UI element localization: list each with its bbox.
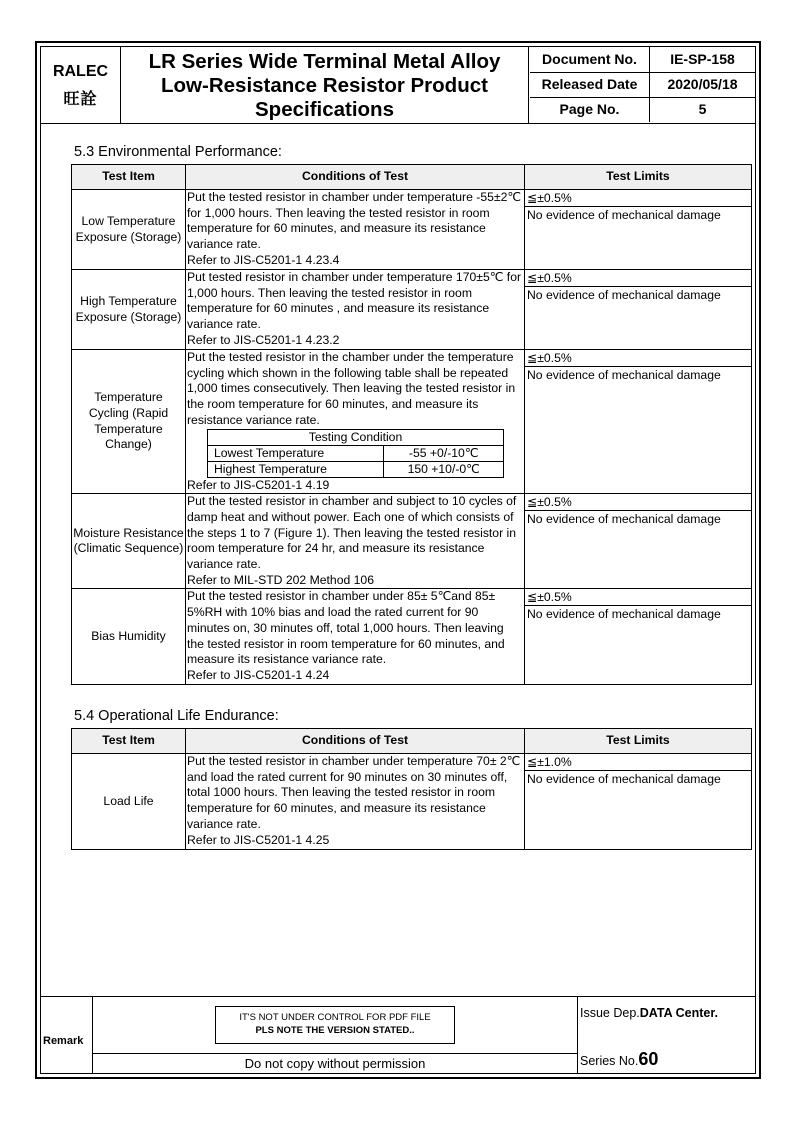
series-number	[580, 1049, 658, 1070]
test-conditions	[186, 350, 525, 494]
meta-value: 2020/05/18	[667, 76, 738, 92]
conditions-text: Put the tested resistor in chamber under 85± 5℃and 85± 5%RH with 10% bias and load the rated current for 90 minutes on, 30 minutes off, total 1,000 hours. Then leaving the tested resistor in room temperature for 60 minutes, and measure its resistance variance rate.	[187, 589, 505, 667]
test-conditions	[186, 494, 525, 589]
col-header: Test Limits	[525, 729, 752, 754]
company-logo	[41, 47, 121, 123]
page-frame	[35, 41, 761, 1079]
meta-row-document-no	[530, 47, 755, 73]
meta-value: 5	[698, 101, 707, 117]
table-row	[72, 270, 752, 350]
pdf-control-notice	[215, 1006, 455, 1044]
conditions-text: Put the tested resistor in chamber under temperature 70± 2℃ and load the rated current for 90 minutes on 30 minutes off, total 1000 hours. Then leaving the tested resistor in room temperature for 60 minutes, and measure its resistance variance rate.	[187, 754, 521, 831]
sub-label: Lowest Temperature	[208, 445, 384, 461]
issue-department	[580, 1006, 718, 1020]
test-item: Temperature Cycling (Rapid Temperature Change)	[72, 350, 186, 494]
sub-label: Highest Temperature	[208, 461, 384, 477]
limit-note: No evidence of mechanical damage	[527, 607, 721, 622]
limit-note: No evidence of mechanical damage	[527, 772, 721, 786]
remark-cell	[41, 997, 93, 1073]
col-header: Test Item	[72, 165, 186, 190]
test-limits	[525, 190, 752, 270]
operational-life-table	[71, 728, 752, 850]
test-conditions	[186, 190, 525, 270]
test-item: Bias Humidity	[72, 589, 186, 684]
limit-value: ≦±0.5%	[525, 589, 751, 606]
test-item: High Temperature Exposure (Storage)	[72, 270, 186, 350]
reference-text: Refer to MIL-STD 202 Method 106	[187, 572, 374, 587]
table-row	[72, 754, 752, 850]
section-title-operational-life: 5.4 Operational Life Endurance:	[74, 708, 279, 724]
reference-text: Refer to JIS-C5201-1 4.23.2	[187, 332, 340, 347]
col-header: Test Limits	[525, 165, 752, 190]
testing-condition-table	[207, 429, 504, 478]
test-limits	[525, 270, 752, 350]
meta-label: Document No.	[530, 47, 650, 72]
meta-label: Page No.	[530, 97, 650, 122]
reference-text: Refer to JIS-C5201-1 4.19	[187, 477, 330, 492]
test-limits	[525, 754, 752, 850]
meta-row-page-no	[530, 97, 755, 122]
col-header: Conditions of Test	[186, 729, 525, 754]
test-limits	[525, 589, 752, 684]
meta-value: IE-SP-158	[670, 51, 735, 67]
limit-value: ≦±0.5%	[525, 350, 751, 367]
page-inner	[40, 46, 756, 1074]
test-conditions	[186, 754, 525, 850]
series-label: Series No.	[580, 1054, 639, 1068]
limit-note: No evidence of mechanical damage	[527, 368, 721, 382]
meta-row-released-date	[530, 72, 755, 98]
meta-label: Released Date	[530, 72, 650, 97]
table-header-row	[72, 729, 752, 754]
col-header: Conditions of Test	[186, 165, 525, 190]
issue-value: DATA Center.	[639, 1006, 719, 1020]
reference-text: Refer to JIS-C5201-1 4.24	[187, 667, 330, 682]
limit-note: No evidence of mechanical damage	[527, 512, 721, 527]
series-value: 60	[638, 1049, 659, 1069]
title-line: Low-Resistance Resistor Product	[161, 74, 488, 97]
document-header	[41, 47, 755, 124]
remark-label: Remark	[43, 1035, 84, 1047]
sub-value: -55 +0/-10℃	[384, 445, 504, 461]
table-row	[72, 494, 752, 589]
document-meta	[530, 47, 755, 123]
table-header-row	[72, 165, 752, 190]
test-conditions	[186, 589, 525, 684]
limit-note: No evidence of mechanical damage	[527, 288, 721, 302]
environmental-table	[71, 164, 752, 685]
limit-value: ≦±0.5%	[525, 270, 751, 287]
document-footer	[41, 996, 755, 1073]
limit-value: ≦±1.0%	[525, 754, 751, 771]
table-row	[72, 589, 752, 684]
notice-line: IT'S NOT UNDER CONTROL FOR PDF FILE	[239, 1012, 431, 1023]
copy-notice: Do not copy without permission	[93, 1053, 577, 1073]
title-line: LR Series Wide Terminal Metal Alloy	[148, 50, 501, 73]
table-row	[72, 190, 752, 270]
limit-value: ≦±0.5%	[525, 494, 751, 511]
test-item: Moisture Resistance (Climatic Sequence)	[72, 494, 186, 589]
sub-value: 150 +10/-0℃	[384, 461, 504, 477]
conditions-text: Put the tested resistor in the chamber under the temperature cycling which shown in the following table shall be repeated 1,000 times consecutively. Then leaving the tested resistor in the room temperature for 60 minutes, and measure its resistance variance rate.	[187, 350, 516, 427]
conditions-text: Put the tested resistor in chamber under temperature -55±2℃ for 1,000 hours. Then leaving the tested resistor in room temperature for 60 minutes, and measure its resistance variance rate.	[187, 190, 522, 252]
document-title	[121, 47, 529, 123]
test-item: Low Temperature Exposure (Storage)	[72, 190, 186, 270]
test-limits	[525, 350, 752, 494]
conditions-text: Put the tested resistor in chamber and subject to 10 cycles of damp heat and without power. Each one of which consists of the steps 1 to 7 (Figure 1). Then leaving the tested resistor in room temperature for 24 hr, and measure its resistance variance rate.	[187, 494, 517, 572]
conditions-text: Put tested resistor in chamber under temperature 170±5℃ for 1,000 hours. Then leaving the tested resistor in room temperature for 60 minutes , and measure its resistance variance rate.	[187, 270, 522, 332]
limit-note: No evidence of mechanical damage	[527, 208, 721, 222]
table-row	[72, 350, 752, 494]
footer-middle	[93, 997, 578, 1073]
limit-value: ≦±0.5%	[525, 190, 751, 207]
footer-right	[578, 997, 755, 1073]
company-name-zh: 旺詮	[63, 91, 98, 108]
col-header: Test Item	[72, 729, 186, 754]
test-item: Load Life	[72, 754, 186, 850]
reference-text: Refer to JIS-C5201-1 4.23.4	[187, 252, 340, 267]
reference-text: Refer to JIS-C5201-1 4.25	[187, 832, 330, 847]
test-limits	[525, 494, 752, 589]
company-name-en: RALEC	[52, 63, 109, 80]
section-title-environmental: 5.3 Environmental Performance:	[74, 144, 282, 160]
notice-line-bold: PLS NOTE THE VERSION STATED..	[255, 1025, 415, 1036]
test-conditions	[186, 270, 525, 350]
title-line: Specifications	[255, 98, 394, 121]
issue-label: Issue Dep.	[580, 1006, 640, 1020]
sub-table-header: Testing Condition	[208, 429, 504, 445]
